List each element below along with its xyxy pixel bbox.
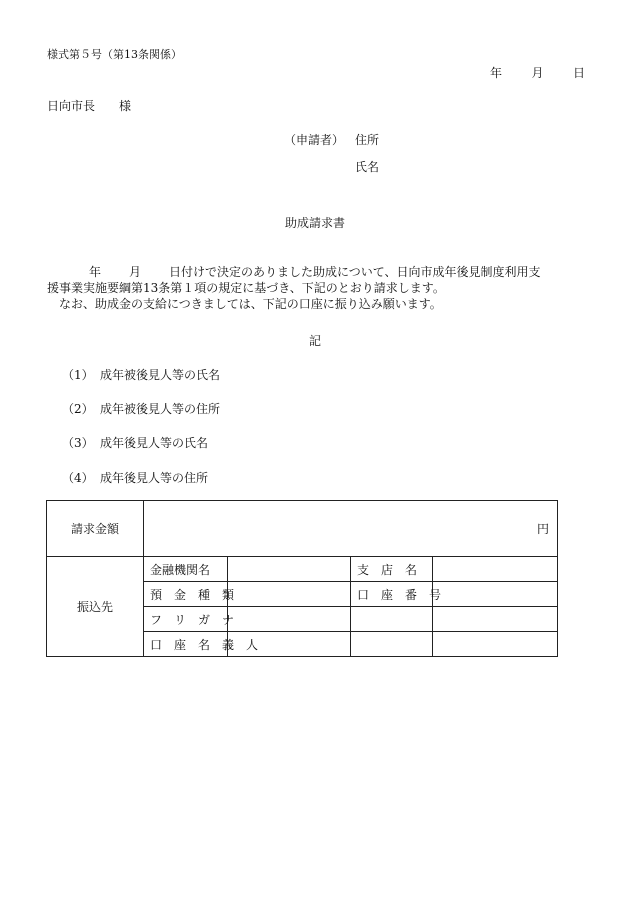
item-number: （4）: [62, 471, 94, 485]
item-label: 成年後見人等の氏名: [100, 436, 209, 450]
list-item: [62, 469, 208, 486]
deposit-type-field[interactable]: [228, 582, 351, 607]
branch-name-label: 支 店 名: [351, 557, 433, 582]
bank-transfer-table: [46, 500, 558, 657]
furigana-field[interactable]: [228, 607, 351, 632]
item-label: 成年後見人等の住所: [100, 471, 209, 485]
item-number: （1）: [62, 368, 94, 382]
bank-name-label: 金融機関名: [144, 557, 228, 582]
date-line: [490, 64, 585, 81]
request-amount-field[interactable]: [144, 501, 558, 557]
account-number-field[interactable]: [433, 582, 558, 607]
list-item: [62, 434, 208, 451]
request-body-text: [47, 264, 585, 312]
bank-name-field[interactable]: [228, 557, 351, 582]
transfer-destination-label: 振込先: [47, 557, 144, 657]
body-line-1: [47, 264, 585, 280]
item-number: （2）: [62, 402, 94, 416]
list-item: [62, 400, 220, 417]
table-row: [47, 557, 558, 582]
applicant-tag: （申請者）: [284, 133, 345, 147]
table-row: [47, 501, 558, 557]
request-amount-label: 請求金額: [47, 501, 144, 557]
body-line-2: 援事業実施要綱第13条第１項の規定に基づき、下記のとおり請求します。: [47, 281, 445, 295]
date-year: 年: [490, 66, 503, 80]
ki-heading: 記: [308, 334, 321, 348]
applicant-name-label: 氏名: [355, 160, 380, 174]
list-item: [62, 366, 220, 383]
body-line-3: なお、助成金の支給につきましては、下記の口座に振り込み願います。: [59, 297, 442, 311]
date-day: 日: [572, 66, 585, 80]
account-number-label: 口 座 番 号: [351, 582, 433, 607]
account-holder-field-3[interactable]: [433, 632, 558, 657]
addressee-honorific: 様: [119, 99, 132, 113]
form-number: 様式第５号（第13条関係）: [47, 48, 182, 61]
body-line-1-rest: 日付けで決定のありました助成について、日向市成年後見制度利用支: [169, 265, 541, 279]
item-label: 成年被後見人等の氏名: [100, 368, 221, 382]
deposit-type-label: 預 金 種 類: [144, 582, 228, 607]
furigana-label: フ リ ガ ナ: [144, 607, 228, 632]
item-label: 成年被後見人等の住所: [100, 402, 221, 416]
furigana-field-3[interactable]: [433, 607, 558, 632]
body-year: 年: [89, 265, 102, 279]
account-holder-field-2[interactable]: [351, 632, 433, 657]
addressee: [47, 97, 131, 114]
furigana-field-2[interactable]: [351, 607, 433, 632]
body-month: 月: [129, 265, 142, 279]
document-title: 助成請求書: [284, 216, 345, 230]
addressee-name: 日向市長: [47, 99, 96, 113]
applicant-address-label: 住所: [355, 133, 380, 147]
yen-unit: 円: [537, 522, 550, 536]
item-number: （3）: [62, 436, 94, 450]
date-month: 月: [531, 66, 544, 80]
account-holder-label: 口 座 名 義 人: [144, 632, 228, 657]
branch-name-field[interactable]: [433, 557, 558, 582]
